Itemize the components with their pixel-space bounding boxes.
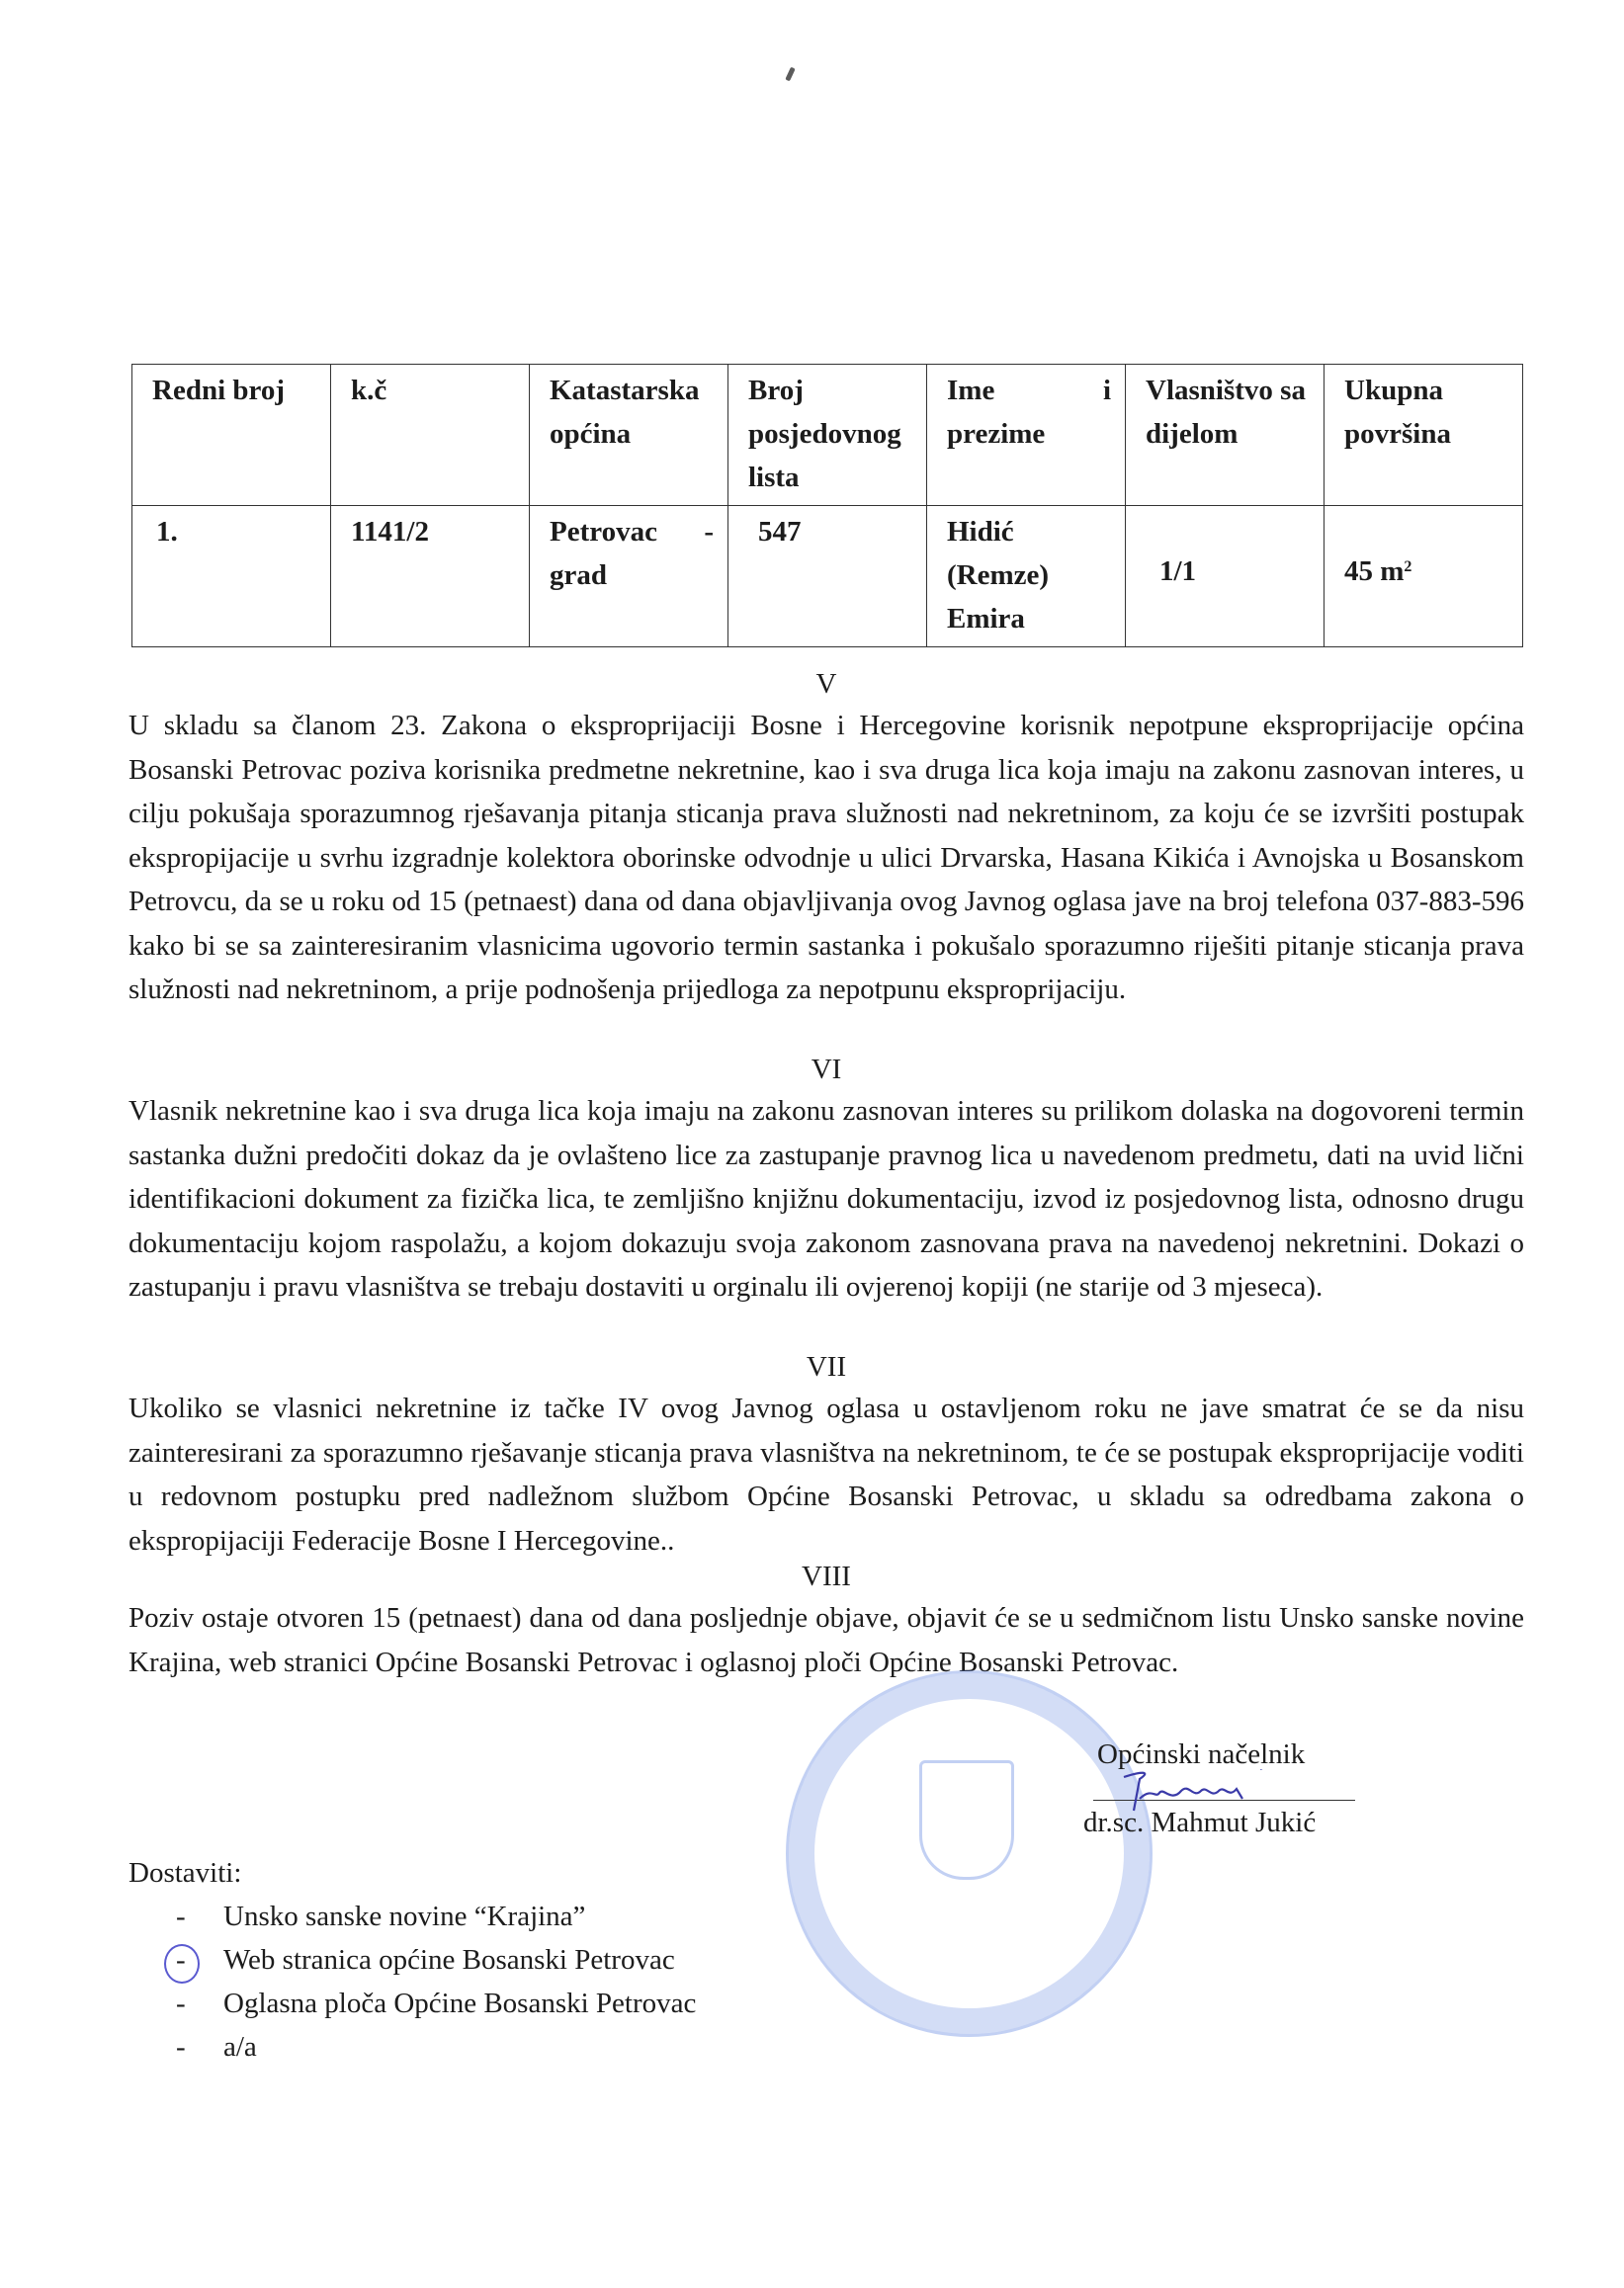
section-v: [128, 664, 1524, 1012]
official-stamp: [786, 1670, 1153, 2037]
opcina-part2: grad: [550, 559, 607, 591]
cell-broj-lista: [728, 506, 927, 647]
signature-title: Općinski načelnik: [1097, 1738, 1306, 1770]
section-vi-heading: VI: [811, 1054, 842, 1085]
distribution-item: [176, 1938, 696, 1982]
distribution-item-text: Oglasna ploča Općine Bosanski Petrovac: [223, 1988, 697, 2019]
list-dash: -: [176, 2031, 186, 2063]
header-vlasnistvo: Vlasništvo sa dijelom: [1126, 365, 1325, 506]
signature-name: dr.sc. Mahmut Jukić: [1083, 1807, 1317, 1838]
povrsina-exponent: 2: [1404, 558, 1412, 575]
parcel-table: [131, 364, 1523, 647]
list-dash: -: [176, 1988, 186, 2019]
header-broj-posjedovnog-lista: Broj posjedovnog lista: [728, 365, 927, 506]
broj-lista-value: 547: [758, 516, 802, 548]
header-kc: k.č: [331, 365, 530, 506]
cell-kc: 1141/2: [331, 506, 530, 647]
distribution-item-text: Web stranica općine Bosanski Petrovac: [223, 1944, 675, 1976]
povrsina-value: [1344, 550, 1411, 593]
cell-redni-broj: [132, 506, 331, 647]
cell-povrsina: [1325, 506, 1523, 647]
cell-ime-prezime: [927, 506, 1126, 647]
ime-line3: Emira: [947, 603, 1025, 635]
distribution-list: [128, 1851, 696, 2069]
list-dash: -: [176, 1944, 186, 1976]
vlasnistvo-value: 1/1: [1159, 555, 1197, 587]
section-vii-heading: VII: [806, 1351, 847, 1383]
section-vii: [128, 1347, 1524, 1563]
handwritten-signature-icon: [1112, 1769, 1270, 1814]
redni-broj-value: 1.: [156, 516, 178, 548]
distribution-item: [176, 1982, 696, 2025]
list-dash: -: [176, 1901, 186, 1932]
header-prezime: prezime: [947, 418, 1046, 450]
opcina-dash: -: [704, 516, 714, 548]
distribution-item-text: a/a: [223, 2031, 257, 2063]
cell-vlasnistvo: [1126, 506, 1325, 647]
table-header-row: [132, 365, 1523, 506]
header-i: i: [1102, 375, 1111, 406]
distribution-item: [176, 1895, 696, 1938]
distribution-item: [176, 2025, 696, 2069]
header-ukupna-povrsina: Ukupna površina: [1325, 365, 1523, 506]
section-vi: [128, 1050, 1524, 1310]
cell-katastarska-opcina: [530, 506, 728, 647]
ime-line1: Hidić: [947, 516, 1014, 548]
ime-line2: (Remze): [947, 559, 1050, 591]
section-vii-text: Ukoliko se vlasnici nekretnine iz tačke IV ovog Javnog oglasa u ostavljenom roku ne jave smatrat će se da nisu zainteresirani za sporazumno rješavanje sticanja prava vlasništva na nekretninom, te će se postupak eksproprijacije voditi u redovnom postupku pred nadležnom službom Općine Bosanski Petrovac, u skladu sa odredbama zakona o ekspropijaciji Federacije Bosne I Hercegovine..: [128, 1393, 1524, 1557]
section-v-text: U skladu sa članom 23. Zakona o eksproprijaciji Bosne i Hercegovine korisnik nepotpune eksproprijacije općina Bosanski Petrovac poziva korisnika predmetne nekretnine, kao i sva druga lica koja imaju na zakonu zasnovan interes, u cilju pokušaja sporazumnog rješavanja pitanja sticanja prava služnosti nad nekretninom, za koju će se izvršiti postupak ekspropijacije u svrhu izgradnje kolektora oborinske odvodnje u ulici Drvarska, Hasana Kikića i Avnojska u Bosanskom Petrovcu, da se u roku od 15 (petnaest) dana od dana objavljivanja ovog Javnog oglasa jave na broj telefona 037-883-596 kako bi se sa zainteresiranim vlasnicima ugovorio termin sastanka i pokušalo sporazumno riješiti pitanje sticanja prava služnosti nad nekretninom, a prije podnošenja prijedloga za nepotpunu eksproprijaciju.: [128, 710, 1524, 1005]
section-vi-text: Vlasnik nekretnine kao i sva druga lica koja imaju na zakonu zasnovan interes su prilikom dolaska na dogovoreni termin sastanka dužni predočiti dokaz da je ovlašteno lice za zastupanje pravnog lica u navedenom predmetu, dati na uvid lični identifikacioni dokument za fizička lica, te zemljišno knjižnu dokumentaciju, izvod iz posjedovnog lista, odnosno drugu dokumentaciju kojom raspolažu, a kojom dokazuju svoja zakonom zasnovana prava na navedenoj nekretnini. Dokazi o zastupanju i pravu vlasništva se trebaju dostaviti u orginalu ili ovjerenoj kopiji (ne starije od 3 mjeseca).: [128, 1095, 1524, 1303]
section-viii: [128, 1557, 1524, 1684]
header-ime-prezime: [927, 365, 1126, 506]
stray-pen-mark: [785, 67, 795, 82]
distribution-item-text: Unsko sanske novine “Krajina”: [223, 1901, 586, 1932]
table-row: [132, 506, 1523, 647]
section-v-heading: V: [815, 668, 837, 700]
section-viii-text: Poziv ostaje otvoren 15 (petnaest) dana od dana posljednje objave, objavit će se u sedmičnom listu Unsko sanske novine Krajina, web stranici Općine Bosanski Petrovac i oglasnoj ploči Općine Bosanski Petrovac.: [128, 1602, 1524, 1678]
opcina-part1: Petrovac: [550, 516, 657, 548]
header-redni-broj: Redni broj: [132, 365, 331, 506]
section-viii-heading: VIII: [802, 1561, 851, 1592]
header-katastarska-opcina: Katastarska općina: [530, 365, 728, 506]
header-ime: Ime: [947, 375, 995, 406]
povrsina-number: 45 m: [1344, 555, 1405, 587]
distribution-label: Dostaviti:: [128, 1857, 242, 1889]
coat-of-arms-icon: [919, 1760, 1014, 1880]
